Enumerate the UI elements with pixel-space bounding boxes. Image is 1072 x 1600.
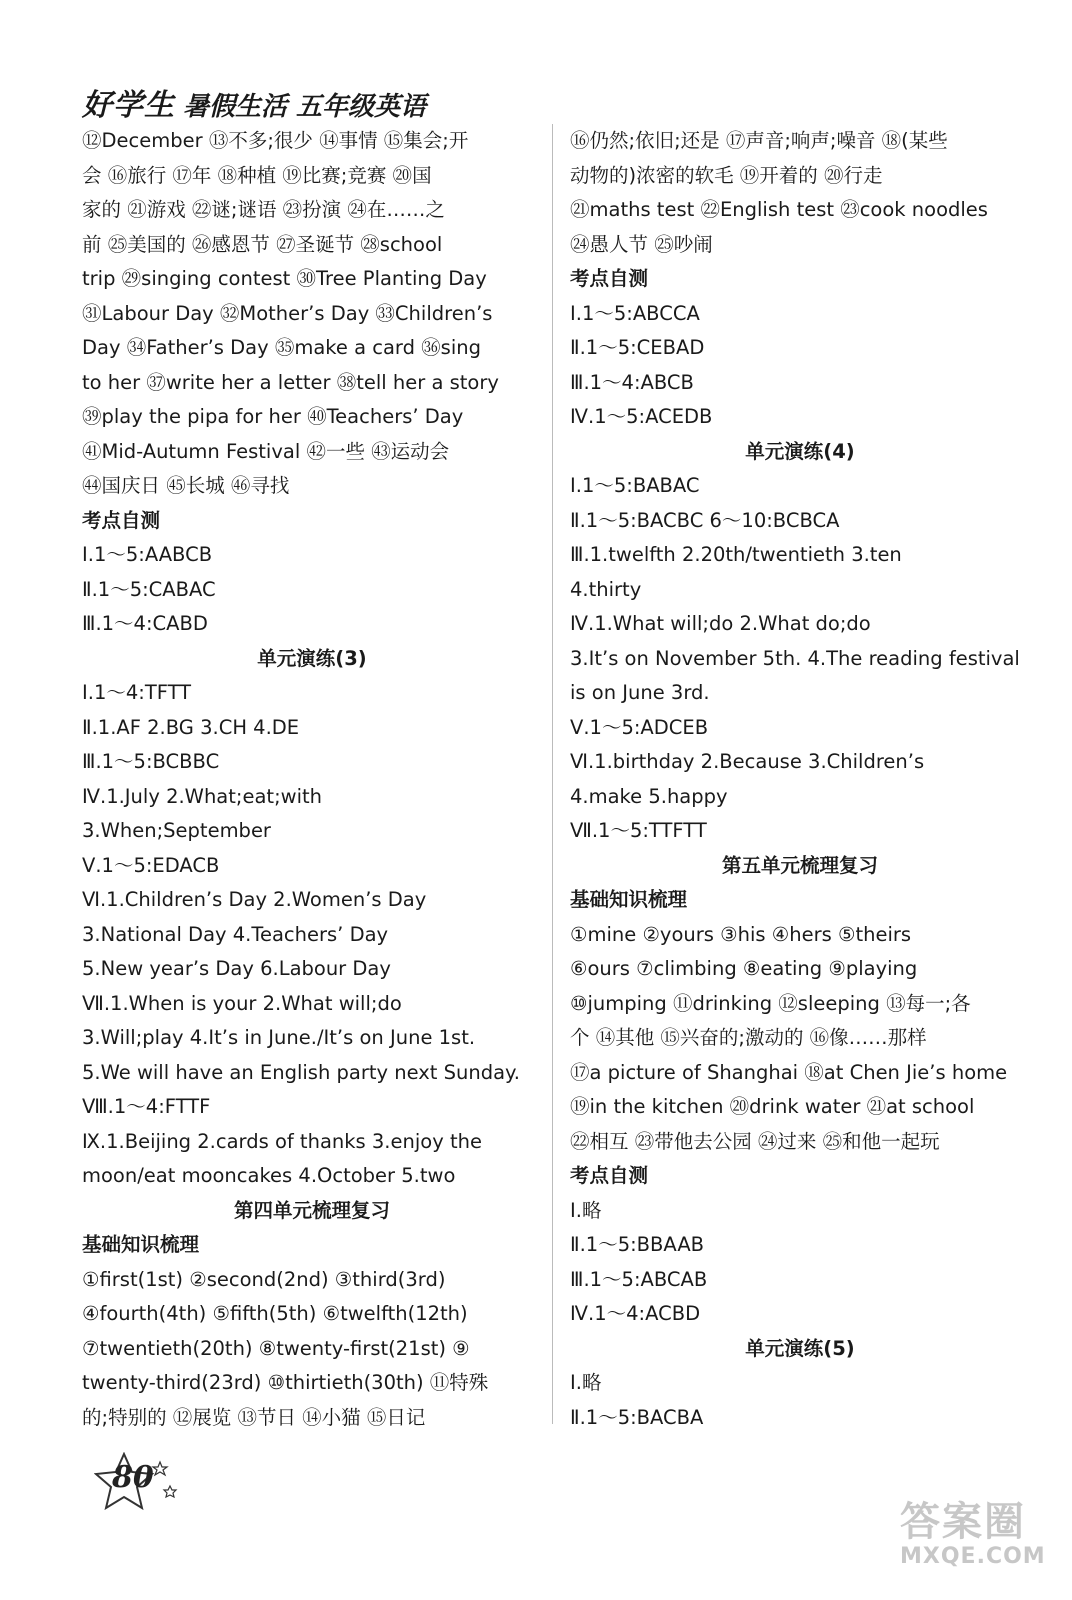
section-heading: 单元演练(3): [257, 646, 367, 670]
answer-line: Ⅶ.1.When is your 2.What will;do: [82, 991, 402, 1015]
answer-line: moon/eat mooncakes 4.October 5.two: [82, 1164, 456, 1187]
subsection-heading: 考点自测: [82, 508, 161, 532]
answer-line: ㊹国庆日 ㊺长城 ㊻寻找: [82, 474, 290, 497]
answer-line: ①mine ②yours ③his ④hers ⑤theirs: [570, 922, 912, 946]
answer-line: 个 ⑭其他 ⑮兴奋的;激动的 ⑯像……那样: [570, 1026, 927, 1049]
answer-line: Ⅴ.1～5:EDACB: [82, 853, 220, 877]
answer-line: 4.make 5.happy: [570, 784, 728, 808]
answer-line: Ⅱ.1～5:CABAC: [82, 577, 216, 601]
answer-line: Ⅰ.1～4:TFTT: [82, 681, 192, 704]
answer-line: Ⅳ.1～4:ACBD: [570, 1302, 701, 1325]
answer-line: ⑫December ⑬不多;很少 ⑭事情 ⑮集会;开: [82, 129, 469, 152]
answer-line: Ⅱ.1.AF 2.BG 3.CH 4.DE: [82, 715, 300, 739]
watermark-url: MXQE.COM: [900, 1544, 1046, 1569]
watermark-text: 答案圈: [900, 1499, 1026, 1545]
answer-line: 3.When;September: [82, 819, 271, 842]
answer-line: 3.Will;play 4.It’s in June./It’s on June 1st.: [82, 1026, 476, 1049]
brand-title: 好学生: [82, 88, 175, 123]
section-heading: 第四单元梳理复习: [233, 1198, 390, 1222]
column-divider: [552, 124, 553, 1424]
answer-line: ⑥ours ⑦climbing ⑧eating ⑨playing: [570, 957, 918, 980]
answer-line: ⑯仍然;依旧;还是 ⑰声音;响声;噪音 ⑱(某些: [570, 129, 948, 152]
answer-line: Ⅳ.1～5:ACEDB: [570, 405, 713, 428]
answer-line: Ⅱ.1～5:BACBC 6～10:BCBCA: [570, 508, 840, 532]
answer-line: ⑩jumping ⑪drinking ⑫sleeping ⑬每一;各: [570, 991, 971, 1015]
page-number-badge: [94, 1452, 184, 1512]
answer-line: ⑰a picture of Shanghai ⑱at Chen Jie’s home: [570, 1060, 1008, 1084]
answer-line: ㉔愚人节 ㉕吵闹: [570, 232, 713, 256]
answer-line: Ⅰ.1～5:AABCB: [82, 543, 213, 566]
answer-line: Ⅵ.1.birthday 2.Because 3.Children’s: [570, 750, 925, 773]
answer-line: Ⅴ.1～5:ADCEB: [570, 715, 709, 739]
section-heading: 单元演练(5): [745, 1336, 855, 1360]
answer-line: ⑲in the kitchen ⑳drink water ㉑at school: [570, 1095, 975, 1118]
answer-line: ㉑maths test ㉒English test ㉓cook noodles: [570, 198, 988, 221]
subsection-heading: 考点自测: [570, 1164, 649, 1187]
answer-line: Ⅲ.1～4:CABD: [82, 612, 208, 635]
answer-line: to her ㊲write her a letter ㊳tell her a story: [82, 370, 499, 394]
answer-line: Ⅶ.1～5:TTFTT: [570, 819, 707, 842]
answer-line: ④fourth(4th) ⑤fifth(5th) ⑥twelfth(12th): [82, 1302, 468, 1325]
watermark-logo: [900, 1500, 1050, 1590]
section-heading: 第五单元梳理复习: [721, 853, 878, 877]
answer-line: ㊶Mid-Autumn Festival ㊷一些 ㊸运动会: [82, 439, 450, 463]
answer-line: 4.thirty: [570, 577, 642, 601]
subsection-heading: 考点自测: [570, 267, 649, 290]
left-answer-column: [82, 124, 542, 1435]
answer-line: Ⅸ.1.Beijing 2.cards of thanks 3.enjoy the: [82, 1129, 482, 1153]
answer-line: Ⅰ.略: [570, 1198, 602, 1222]
answer-line: Ⅲ.1～4:ABCB: [570, 370, 694, 394]
answer-line: Ⅳ.1.What will;do 2.What do;do: [570, 612, 871, 635]
answer-line: ㊴play the pipa for her ㊵Teachers’ Day: [82, 405, 464, 428]
answer-line: Day ㉞Father’s Day ㉟make a card ㊱sing: [82, 336, 481, 359]
answer-line: 动物的)浓密的软毛 ⑲开着的 ⑳行走: [570, 163, 883, 187]
section-heading: 单元演练(4): [745, 439, 855, 463]
answer-line: Ⅰ.1～5:BABAC: [570, 474, 700, 497]
answer-line: 3.It’s on November 5th. 4.The reading festival: [570, 646, 1020, 670]
answer-line: Ⅱ.1～5:CEBAD: [570, 336, 705, 359]
subsection-heading: 基础知识梳理: [82, 1233, 200, 1256]
answer-line: Ⅱ.1～5:BACBA: [570, 1405, 704, 1429]
answer-line: Ⅲ.1.twelfth 2.20th/twentieth 3.ten: [570, 543, 902, 566]
answer-line: trip ㉙singing contest ㉚Tree Planting Day: [82, 267, 487, 290]
answer-line: Ⅲ.1～5:ABCAB: [570, 1267, 708, 1291]
answer-line: ①first(1st) ②second(2nd) ③third(3rd): [82, 1267, 446, 1291]
answer-line: 3.National Day 4.Teachers’ Day: [82, 922, 389, 946]
answer-line: Ⅲ.1～5:BCBBC: [82, 750, 220, 773]
page-header: [82, 80, 426, 124]
answer-line: is on June 3rd.: [570, 681, 710, 704]
answer-line: ⑦twentieth(20th) ⑧twenty-first(21st) ⑨: [82, 1336, 470, 1360]
answer-line: 5.We will have an English party next Sunday.: [82, 1060, 521, 1084]
book-subtitle: 暑假生活 五年级英语: [183, 92, 427, 122]
answer-line: 会 ⑯旅行 ⑰年 ⑱种植 ⑲比赛;竞赛 ⑳国: [82, 163, 432, 187]
page-number: 80: [112, 1460, 154, 1495]
answer-line: Ⅰ.略: [570, 1371, 602, 1394]
answer-line: Ⅱ.1～5:BBAAB: [570, 1233, 705, 1256]
answer-line: 前 ㉕美国的 ㉖感恩节 ㉗圣诞节 ㉘school: [82, 232, 443, 256]
answer-line: Ⅳ.1.July 2.What;eat;with: [82, 784, 323, 808]
answer-line: Ⅵ.1.Children’s Day 2.Women’s Day: [82, 888, 427, 911]
answer-line: Ⅷ.1～4:FTTF: [82, 1095, 211, 1118]
answer-line: 5.New year’s Day 6.Labour Day: [82, 957, 391, 980]
answer-line: twenty-third(23rd) ⑩thirtieth(30th) ⑪特殊: [82, 1371, 489, 1394]
answer-line: 家的 ㉑游戏 ㉒谜;谜语 ㉓扮演 ㉔在……之: [82, 198, 445, 221]
answer-line: ㉛Labour Day ㉜Mother’s Day ㉝Children’s: [82, 301, 493, 325]
answer-line: 的;特别的 ⑫展览 ⑬节日 ⑭小猫 ⑮日记: [82, 1405, 426, 1429]
answer-line: Ⅰ.1～5:ABCCA: [570, 301, 700, 325]
right-answer-column: [570, 124, 1030, 1435]
answer-line: ㉒相互 ㉓带他去公园 ㉔过来 ㉕和他一起玩: [570, 1129, 940, 1153]
subsection-heading: 基础知识梳理: [570, 888, 688, 911]
